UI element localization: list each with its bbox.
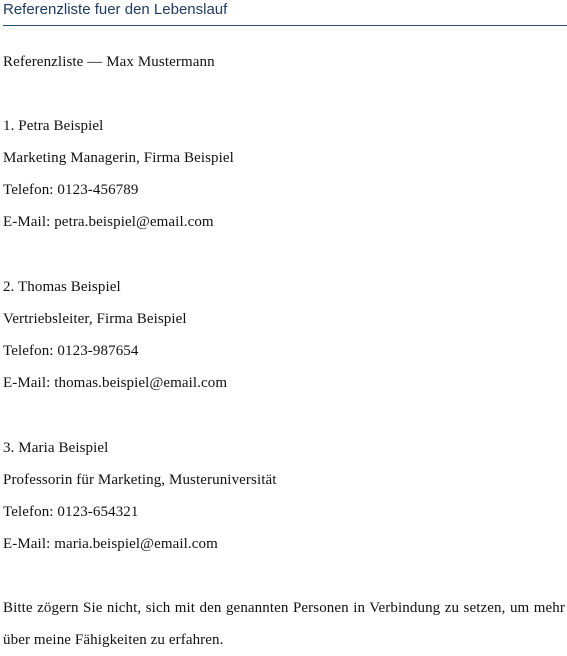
reference-3-name: 3. Maria Beispiel [3,440,109,456]
reference-1-name: 1. Petra Beispiel [3,118,104,134]
reference-2-name: 2. Thomas Beispiel [3,279,121,295]
document-title: Referenzliste fuer den Lebenslauf [3,1,228,18]
document-header [3,0,567,26]
reference-3-email: E-Mail: maria.beispiel@email.com [3,536,218,552]
reference-list-heading: Referenzliste — Max Mustermann [3,54,215,70]
reference-1-role: Marketing Managerin, Firma Beispiel [3,150,234,166]
closing-paragraph: Bitte zögern Sie nicht, sich mit den genannten Personen in Verbindung zu setzen, um mehr über meine Fähigkeiten zu erfahren. [3,600,565,648]
reference-3-role: Professorin für Marketing, Musteruniversität [3,472,277,488]
reference-1-email: E-Mail: petra.beispiel@email.com [3,214,214,230]
reference-1-phone: Telefon: 0123-456789 [3,182,139,198]
reference-3-phone: Telefon: 0123-654321 [3,504,139,520]
reference-2-role: Vertriebsleiter, Firma Beispiel [3,311,187,327]
reference-2-phone: Telefon: 0123-987654 [3,343,139,359]
reference-2-email: E-Mail: thomas.beispiel@email.com [3,375,228,391]
